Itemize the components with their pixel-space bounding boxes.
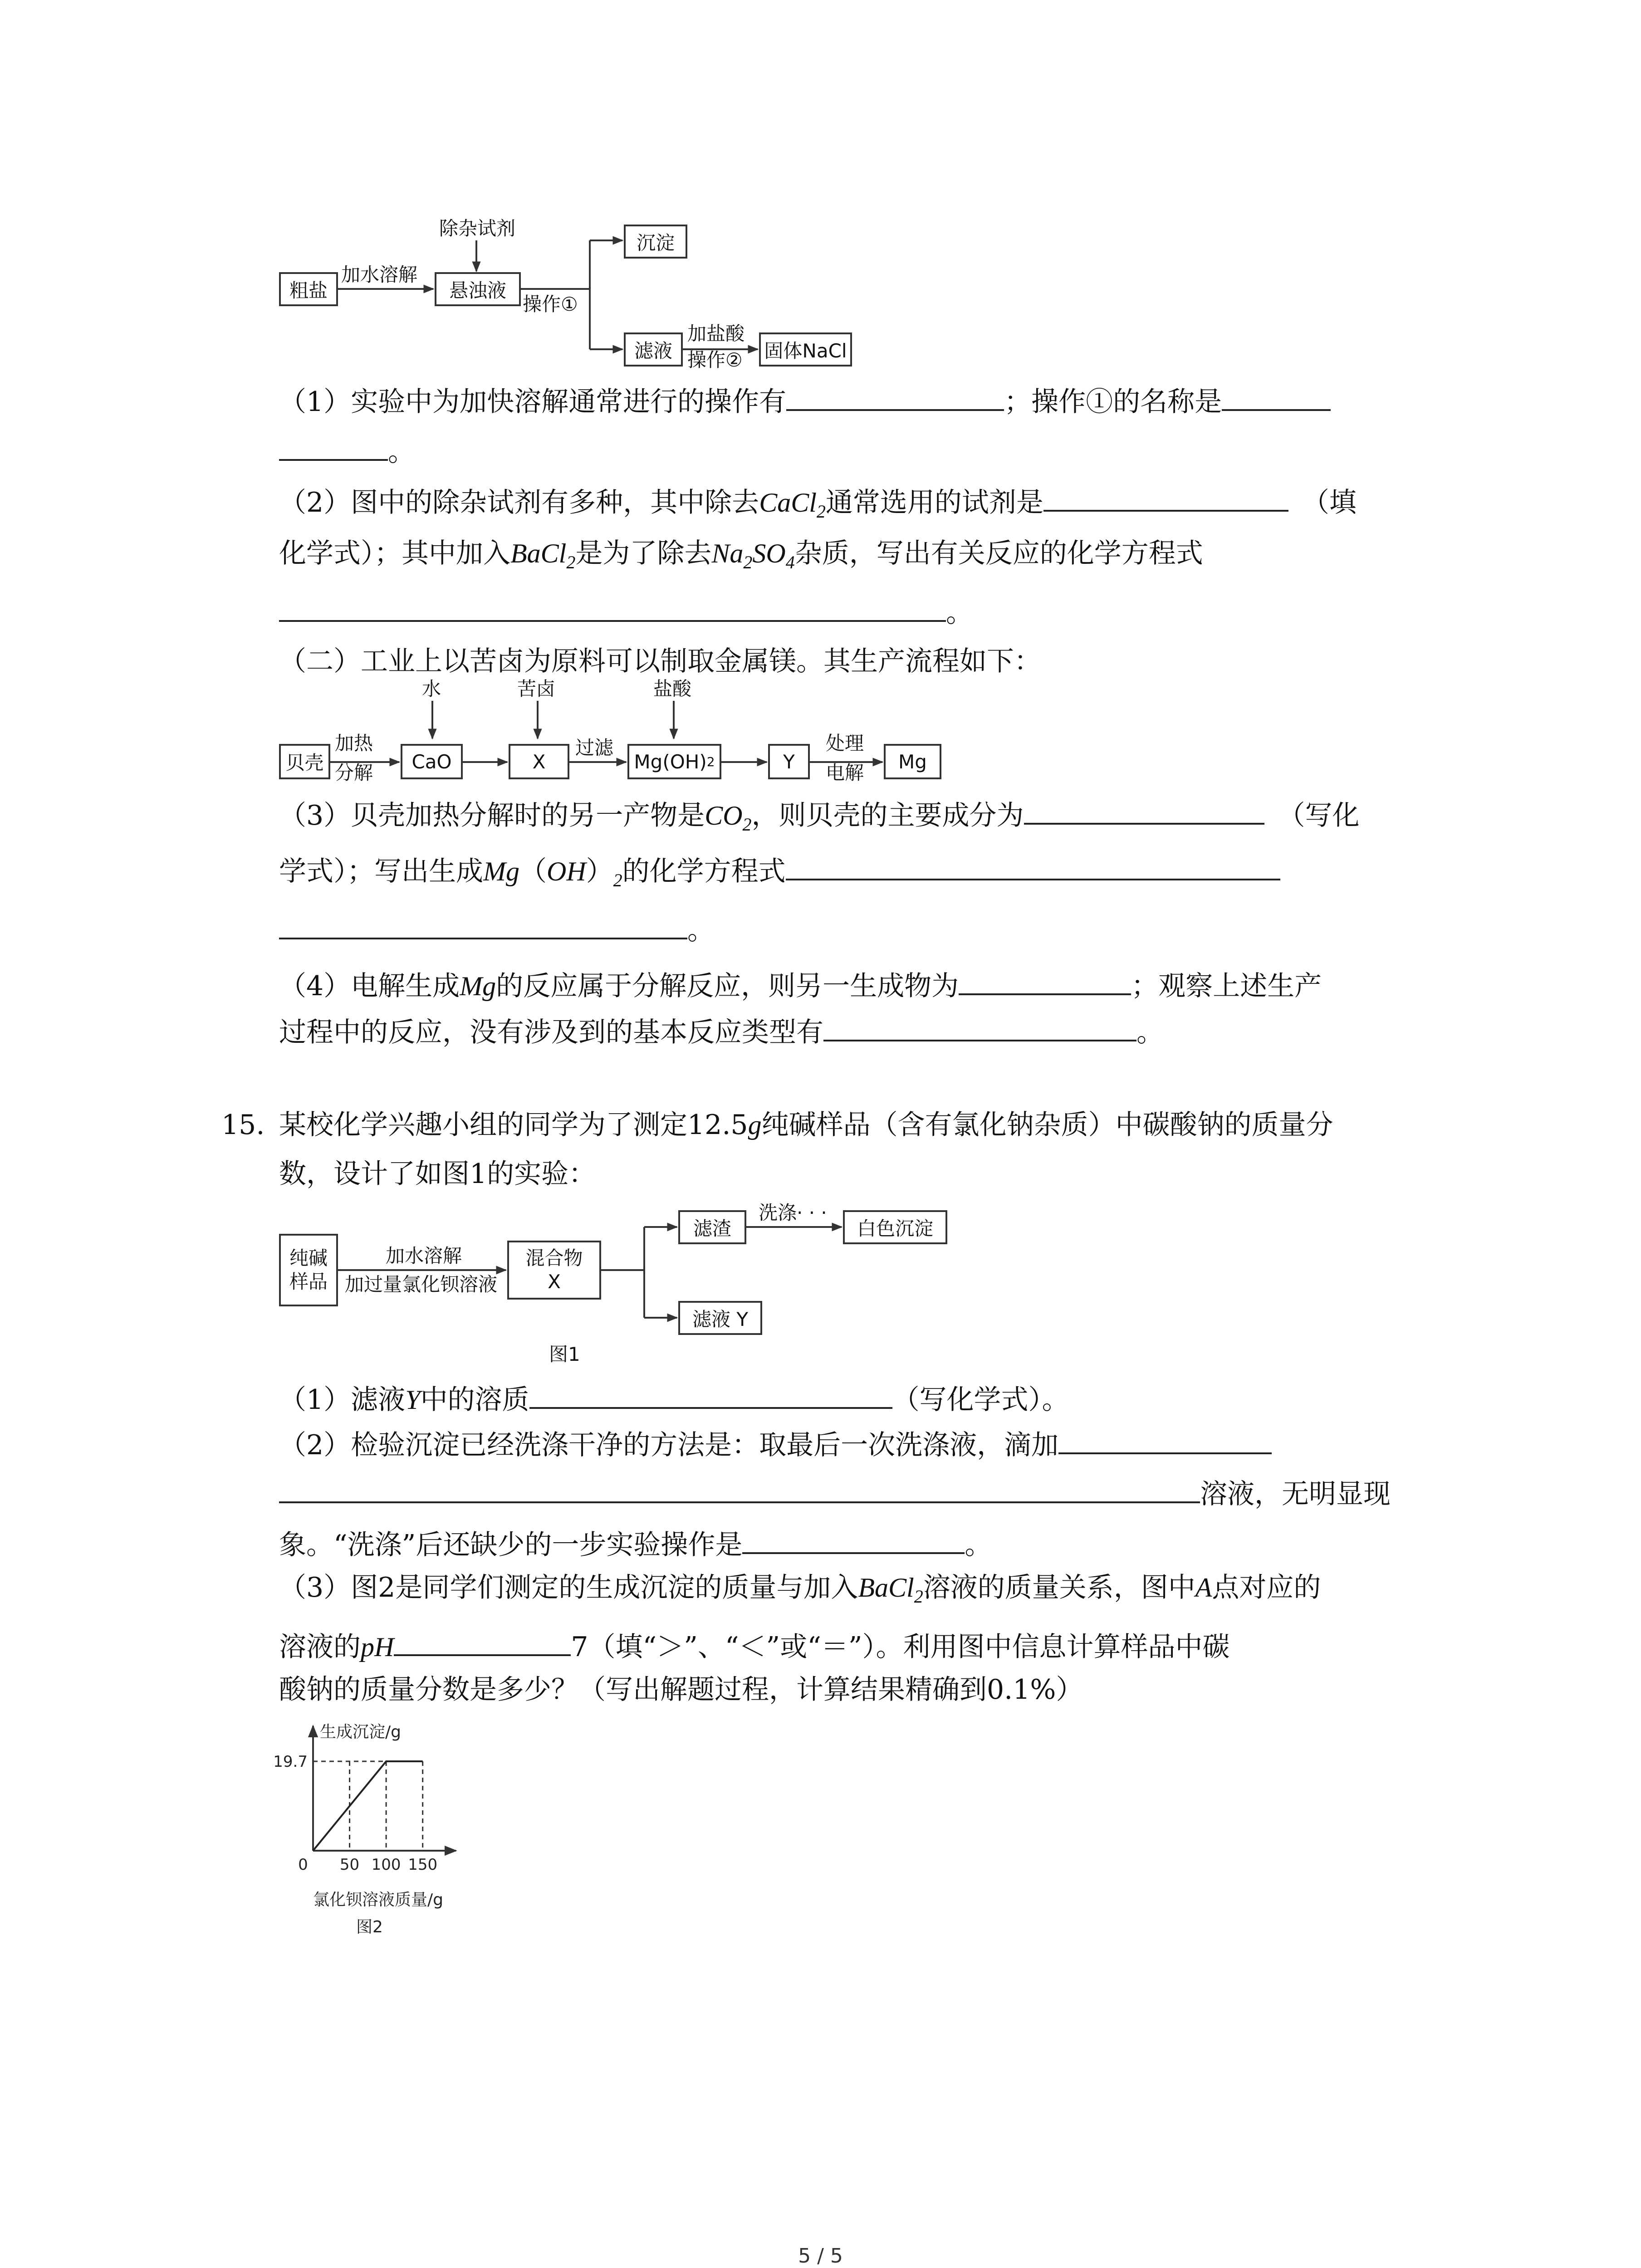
q1-text-a: （1）实验中为加快溶解通常进行的操作有: [279, 386, 787, 418]
page-number: 5 / 5: [798, 2244, 843, 2268]
answer-blank[interactable]: [786, 850, 1280, 880]
subscript: 2: [816, 501, 826, 522]
q4-line1: [279, 965, 1322, 1004]
reagent-label: 除杂试剂: [439, 217, 516, 240]
x-axis-label: 氯化钡溶液质量/g: [313, 1891, 443, 1909]
crude-salt-box: 粗盐: [279, 272, 338, 306]
q4-text-a: （4）电解生成: [279, 970, 460, 1002]
q15-line1: [279, 1107, 1333, 1143]
mixture-box: [507, 1241, 601, 1300]
dissolve-label: 加水溶解: [386, 1245, 462, 1267]
answer-blank[interactable]: [823, 1012, 1136, 1041]
y-tick-19.7: 19.7: [273, 1753, 308, 1771]
section2-intro: （二）工业上以苦卤为原料可以制取金属镁。其生产流程如下：: [279, 645, 1041, 677]
answer-blank[interactable]: [279, 592, 946, 622]
answer-blank[interactable]: [742, 1524, 965, 1554]
figure2-caption: 图2: [356, 1918, 383, 1936]
mg-formula: Mg: [483, 856, 519, 886]
bittern-label: 苦卤: [517, 678, 556, 700]
q15-text-b: 纯碱样品（含有氯化钠杂质）中碳酸钠的质量分: [761, 1109, 1333, 1141]
so4-formula: SO: [752, 538, 786, 568]
q15-2-text-a: （2）检验沉淀已经洗涤干净的方法是：取最后一次洗涤液，滴加: [279, 1429, 1059, 1461]
answer-blank[interactable]: [959, 965, 1131, 995]
filter-label: 过滤: [575, 737, 614, 759]
q3-text-d: 学式）；写出生成: [279, 855, 483, 887]
ph-symbol: pH: [361, 1632, 394, 1662]
origin-label: 0: [298, 1856, 308, 1874]
answer-blank[interactable]: [279, 909, 687, 939]
q3-paren-open: （: [519, 855, 547, 887]
sample-box: [279, 1234, 338, 1306]
q15-2-line1: [279, 1424, 1272, 1463]
q4-text-c: ；观察上述生产: [1131, 970, 1322, 1002]
point-a: A: [1195, 1573, 1212, 1603]
q2-text-d: 化学式）；其中加入: [279, 538, 510, 569]
q3-text-b: ，则贝壳的主要成分为: [751, 800, 1024, 831]
y-axis-label: 生成沉淀/g: [320, 1723, 401, 1741]
q1-end: 。: [388, 436, 415, 468]
mixture-text-1: 混合物: [525, 1247, 583, 1269]
solid-nacl-box: 固体NaCl: [759, 332, 852, 367]
residue-box: 滤渣: [678, 1210, 746, 1244]
q4-line2: [279, 1012, 1164, 1051]
q2-end: 。: [946, 597, 973, 629]
q15-1-text-c: （写化学式）。: [892, 1384, 1069, 1416]
cao-box: CaO: [401, 744, 463, 779]
q2-text-e: 是为了除去: [575, 538, 712, 569]
filtrate-y-box: 滤液 Y: [678, 1301, 762, 1335]
q15-unit: g: [748, 1110, 762, 1140]
q3-line2: [279, 850, 1280, 899]
answer-blank[interactable]: [529, 1379, 892, 1409]
q15-2-line2: [279, 1473, 1391, 1512]
answer-blank[interactable]: [1043, 482, 1288, 512]
mg-formula: Mg: [460, 971, 496, 1001]
q15-2-line3: [279, 1524, 992, 1563]
q3-text-g: 的化学方程式: [622, 855, 786, 887]
q2-text-c: （填: [1302, 487, 1357, 518]
figure1-caption: 图1: [549, 1343, 580, 1365]
electrolysis-label: 电解: [826, 762, 864, 784]
answer-blank[interactable]: [279, 431, 388, 461]
q3-paren-close: ）: [586, 855, 613, 887]
q15-1-text-b: 中的溶质: [420, 1384, 529, 1416]
white-precipitate-box: 白色沉淀: [843, 1210, 947, 1244]
answer-blank[interactable]: [1058, 1424, 1272, 1454]
mgoh2-box: [627, 744, 721, 779]
mg-box: Mg: [884, 744, 941, 779]
subscript: 4: [785, 552, 795, 572]
subscript: 2: [743, 552, 753, 572]
x-tick-150: 150: [408, 1856, 438, 1874]
q1-line2: [279, 431, 415, 470]
q1-line: [279, 381, 1331, 420]
sample-text-1: 纯碱: [289, 1247, 328, 1269]
sample-text-2: 样品: [289, 1271, 328, 1293]
q15-3-line1: [279, 1569, 1321, 1615]
op1-label: 操作①: [523, 293, 578, 315]
q3-text-a: （3）贝壳加热分解时的另一产物是: [279, 800, 705, 831]
q15-2-end: 。: [965, 1529, 992, 1561]
y-box: Y: [768, 744, 810, 779]
subscript: 2: [914, 1586, 923, 1607]
q15-3-line2: [279, 1626, 1230, 1665]
q15-line2: 数，设计了如图1的实验：: [279, 1158, 596, 1190]
q15-3-text-a: （3）图2是同学们测定的生成沉淀的质量与加入: [279, 1572, 858, 1603]
q2-line3: [279, 592, 973, 631]
q2-text-b: 通常选用的试剂是: [825, 487, 1043, 518]
mixture-text-2: X: [548, 1271, 561, 1293]
q2-text-f: 杂质，写出有关反应的化学方程式: [794, 538, 1203, 569]
process-label: 处理: [826, 732, 864, 754]
q15-1-y: Y: [405, 1385, 421, 1415]
x-tick-50: 50: [339, 1856, 360, 1874]
subscript: 2: [742, 814, 752, 835]
shell-box: 贝壳: [279, 744, 330, 779]
figure2-chart: [254, 1715, 490, 1955]
q3-end: 。: [687, 914, 715, 946]
q15-2-text-b: 溶液，无明显现: [1200, 1478, 1391, 1510]
answer-blank[interactable]: [1024, 795, 1264, 825]
answer-blank[interactable]: [1222, 381, 1331, 411]
q15-3-text-b: 溶液的质量关系，图中: [923, 1572, 1195, 1603]
water-label: 水: [422, 678, 441, 700]
heat-label: 加热: [335, 732, 373, 754]
mgoh2-text: Mg(OH): [634, 750, 707, 773]
q3-line1: [279, 795, 1360, 843]
q15-mass: 12.5: [687, 1109, 748, 1141]
subscript: 2: [613, 870, 622, 890]
bacl2-formula: BaCl: [510, 538, 567, 568]
q15-text-a: 某校化学兴趣小组的同学为了测定: [279, 1109, 687, 1141]
series-line: [313, 1761, 423, 1851]
x-box: X: [509, 744, 569, 779]
x-tick-100: 100: [371, 1856, 401, 1874]
answer-blank[interactable]: [394, 1626, 571, 1656]
q15-number: 15.: [221, 1109, 265, 1141]
excess-bacl2-label: 加过量氯化钡溶液: [345, 1273, 498, 1295]
q3-text-c: （写化: [1278, 800, 1360, 831]
q2-line2: [279, 535, 1203, 581]
filtrate-box: 滤液: [624, 332, 683, 367]
hcl-label: 盐酸: [653, 678, 692, 700]
suspension-box: 悬浊液: [435, 272, 521, 306]
answer-blank[interactable]: [279, 1473, 1200, 1503]
subscript: 2: [566, 552, 576, 572]
na2so4-formula: Na: [711, 538, 744, 568]
q4-end: 。: [1136, 1017, 1164, 1048]
q15-1-line: [279, 1379, 1069, 1418]
q15-1-text-a: （1）滤液: [279, 1384, 406, 1416]
q1-text-b: ；操作①的名称是: [1004, 386, 1222, 418]
q4-text-d: 过程中的反应，没有涉及到的基本反应类型有: [279, 1017, 823, 1048]
q3-line3: [279, 909, 715, 948]
precipitate-box: 沉淀: [624, 225, 687, 259]
decompose-label: 分解: [335, 762, 373, 784]
q15-3-line3: 酸钠的质量分数是多少？（写出解题过程，计算结果精确到0.1%）: [279, 1674, 1083, 1706]
add-acid-label: 加盐酸: [687, 323, 745, 345]
q2-text-a: （2）图中的除杂试剂有多种，其中除去: [279, 487, 759, 518]
oh-formula: OH: [546, 856, 586, 886]
q2-line1: [279, 482, 1357, 530]
subscript: 2: [706, 754, 715, 769]
op2-label: 操作②: [687, 349, 743, 371]
q15-3-text-c: 点对应的: [1212, 1572, 1321, 1603]
q15-3-text-e: 7（填“＞”、“＜”或“＝”）。利用图中信息计算样品中碳: [571, 1631, 1230, 1663]
co2-formula: CO: [705, 801, 743, 831]
cacl2-formula: CaCl: [759, 488, 817, 518]
answer-blank[interactable]: [786, 381, 1004, 411]
dissolve-label: 加水溶解: [341, 264, 418, 286]
bacl2-formula: BaCl: [858, 1573, 914, 1603]
wash-label: 洗涤· · ·: [759, 1202, 827, 1224]
q4-text-b: 的反应属于分解反应，则另一生成物为: [496, 970, 959, 1002]
q15-3-text-d: 溶液的: [279, 1631, 361, 1663]
q15-2-text-c: 象。“洗涤”后还缺少的一步实验操作是: [279, 1529, 743, 1561]
